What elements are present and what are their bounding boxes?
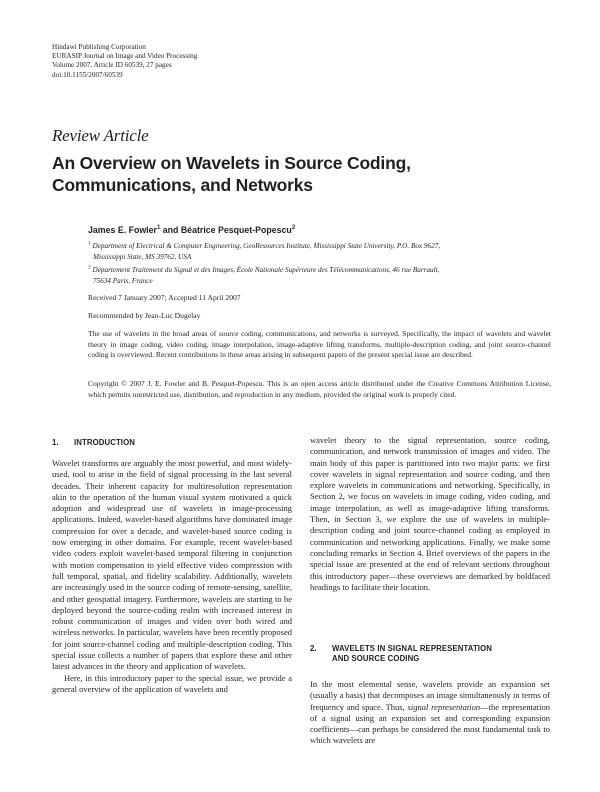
publisher-line: Hindawi Publishing Corporation (52, 43, 146, 51)
right-column-top (310, 435, 550, 593)
author-2: Béatrice Pesquet-Popescu (180, 225, 292, 235)
author-1: James E. Fowler (88, 225, 157, 235)
abstract: The use of wavelets in the broad areas of source coding, communications, and networks is surveyed. Specifically, the impact of wavelets and wavelet theory in image coding, video coding, image interpolation, image-adaptive lifting transforms, multiple-description coding, and joint source-channel coding is overviewed. Recent contributions in these areas arising in subsequent papers of the present special issue are described. (88, 329, 551, 360)
section-1-number: 1. (52, 438, 59, 447)
copyright-notice: Copyright © 2007 J. E. Fowler and B. Pesquet-Popescu. This is an open access article distributed under the Creative Commons Attribution License, which permits unrestricted use, distribution, and reproduction in any medium, provided the original work is properly cited. (88, 379, 551, 399)
author-1-affiliation-mark: 1 (156, 225, 161, 232)
received-accepted-dates: Received 7 January 2007; Accepted 11 April 2007 (88, 293, 241, 302)
left-column (52, 458, 292, 695)
title-line-1: An Overview on Wavelets in Source Coding, (52, 153, 411, 173)
affiliation-2-line-2: 75634 Paris, France (93, 276, 153, 285)
recommended-by: Recommended by Jean-Luc Dugelay (88, 311, 201, 320)
author-2-affiliation-mark: 2 (291, 225, 296, 232)
title-line-2: Communications, and Networks (52, 174, 313, 195)
section-1-title: INTRODUCTION (74, 438, 135, 447)
intro-paragraph-2: Here, in this introductory paper to the special issue, we provide a general overview of the application of wavelets and (52, 672, 292, 694)
section-2-title-line-1: WAVELETS IN SIGNAL REPRESENTATION (332, 644, 492, 653)
intro-paragraph-2-continued: wavelet theory to the signal representation, source coding, communication, and network transmission of images and video. The main body of this paper is partitioned into two major parts: we first cover wavelets in signal representation and source coding, and then explore wavelets in communications and networking. Specifically, in Section 2, we focus on wavelets in image coding, video coding, and image interpolation, as well as image-adaptive lifting transforms. Then, in Section 3, we explore the use of wavelets in multiple-description coding and joint source-channel coding as employed in communication and networking applications. Finally, we make some concluding remarks in Section 4. Brief overviews of the papers in the special issue are presented at the end of relevant sections throughout this introductory paper—these overviews are demarked by boldfaced headings to facilitate their location. (310, 435, 550, 592)
section-2-number: 2. (310, 644, 317, 653)
section-2-para-term: signal representation (407, 701, 481, 712)
doi-line: doi:10.1155/2007/60539 (52, 70, 123, 79)
journal-header (52, 43, 197, 80)
affiliation-1-line-1: Department of Electrical & Computer Engineering, GeoResources Institute, Mississippi State University, P.O. Box 9627, (92, 242, 441, 250)
affiliation-1-mark: 1 (88, 240, 91, 247)
affiliation-2-mark: 2 (88, 264, 91, 271)
right-column-bottom (310, 679, 550, 747)
section-1-heading (52, 438, 135, 448)
author-list (88, 225, 295, 235)
volume-line: Volume 2007, Article ID 60539, 27 pages (52, 61, 172, 70)
journal-line: EURASIP Journal on Image and Video Processing (52, 52, 198, 61)
article-type: Review Article (52, 126, 149, 145)
section-2-para-end: —the representation of a signal using an expansion set and corresponding expansion coefficients—can perhaps be considered the most fundamental task to which wavelets are (310, 701, 550, 746)
affiliation-1 (88, 241, 528, 262)
author-conjunction: and (160, 225, 181, 235)
affiliation-1-line-2: Mississippi State, MS 39762, USA (93, 252, 192, 261)
affiliation-2-line-1: Département Traitement du Signal et des Images, École Nationale Supérieure des Télécommunications, 46 rue Barrault, (92, 266, 440, 274)
paper-title (52, 153, 411, 196)
section-2-title-line-2: AND SOURCE CODING (332, 654, 420, 664)
section-2-paragraph-1 (310, 679, 550, 747)
intro-paragraph-1: Wavelet transforms are arguably the most powerful, and most widely-used, tool to arise in the field of signal processing in the last several decades. Their inherent capacity for multiresolution representation akin to the operation of the human visual system motivated a quick adoption and widespread use of wavelets in image-processing applications. Indeed, wavelet-based algorithms have dominated image compression for over a decade, and wavelet-based source coding is now emerging in other domains. For example, recent wavelet-based video coders exploit wavelet-based temporal filtering in conjunction with motion compensation to yield effective video compression with full temporal, spatial, and fidelity scalability. Additionally, wavelets are increasingly used in the source coding of remote-sensing, satellite, and other geospatial imagery. Furthermore, wavelets are starting to be deployed beyond the source-coding realm with increased interest in robust communication of images and video over both wired and wireless networks. In particular, wavelets have been recently proposed for joint source-channel coding and multiple-description coding. This special issue collects a number of papers that explore these and other latest advances in the theory and application of wavelets. (52, 458, 292, 672)
section-2-heading (310, 644, 492, 665)
section-2-para-start: In the most elemental sense, wavelets provide an expansion set (usually a basis) that decomposes an image simultaneously in terms of frequency and space. Thus, (310, 679, 550, 712)
affiliation-2 (88, 265, 528, 286)
